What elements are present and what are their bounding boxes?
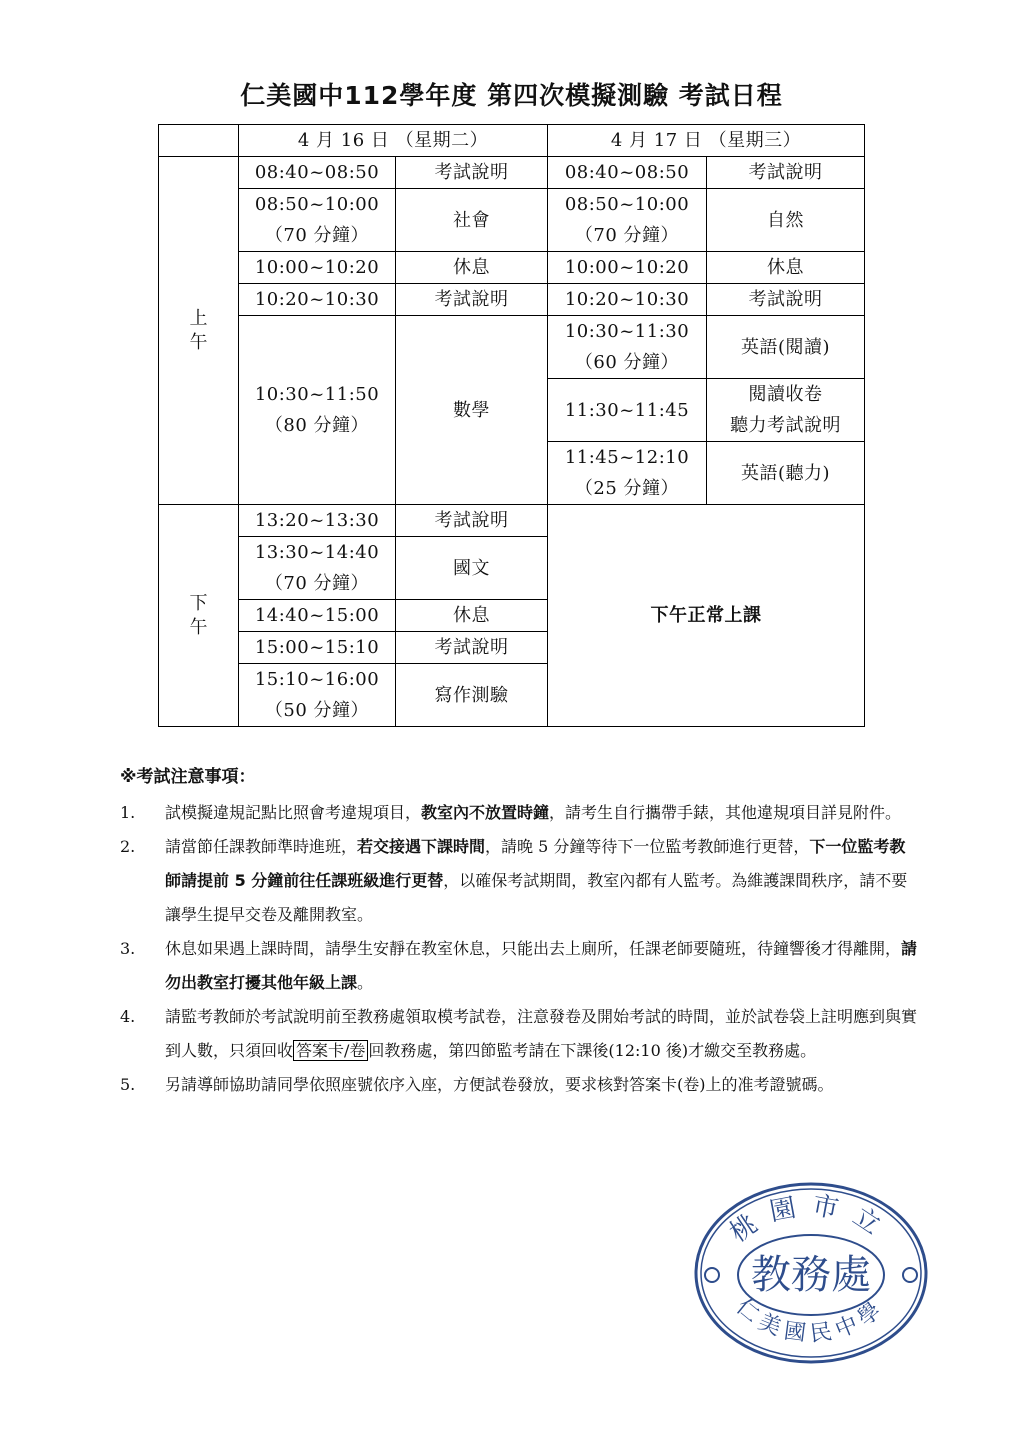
time-cell: 15:00~15:10 (239, 632, 396, 664)
subject-cell: 考試說明 (396, 284, 548, 316)
note-item: 1. 試模擬違規記點比照會考違規項目，教室內不放置時鐘，請考生自行攜帶手錶，其他違規項目詳見附件。 (120, 803, 902, 822)
subject-cell: 寫作測驗 (396, 664, 548, 727)
time-cell: 10:30~11:30 （60 分鐘） (548, 316, 707, 379)
subject-cell: 數學 (396, 316, 548, 505)
day1-header: 4 月 16 日 （星期二） (239, 125, 548, 157)
subject-cell: 休息 (396, 600, 548, 632)
time-cell: 10:00~10:20 (239, 252, 396, 284)
subject-cell: 考試說明 (396, 505, 548, 537)
time-cell: 13:20~13:30 (239, 505, 396, 537)
time-cell: 10:20~10:30 (239, 284, 396, 316)
subject-cell: 英語(聽力) (707, 442, 865, 505)
svg-text:仁美國民中學 (731, 1294, 891, 1347)
seal-top-text: 桃園市立 (724, 1190, 898, 1249)
time-cell: 10:00~10:20 (548, 252, 707, 284)
subject-cell: 考試說明 (396, 157, 548, 189)
page-title: 仁美國中112學年度 第四次模擬測驗 考試日程 (240, 81, 783, 110)
subject-cell: 考試說明 (396, 632, 548, 664)
subject-cell: 考試說明 (707, 157, 865, 189)
corner-cell (159, 125, 239, 157)
subject-cell: 考試說明 (707, 284, 865, 316)
note-item: 2. 請當節任課教師準時進班，若交接遇下課時間，請晚 5 分鐘等待下一位監考教師進行更替，下一位監考教師請提前 5 分鐘前往任課班級進行更替，以確保考試期間，教室內都有人監考。為維護課間秩序，請不要讓學生提早交卷及離開教室。 (120, 837, 908, 924)
office-seal (692, 1180, 930, 1366)
notes-header: ※考試注意事項： (120, 767, 256, 787)
time-cell: 11:30~11:45 (548, 379, 707, 442)
exam-schedule-table (158, 124, 865, 727)
subject-cell: 休息 (396, 252, 548, 284)
subject-cell: 閱讀收卷 聽力考試說明 (707, 379, 865, 442)
note-item: 4. 請監考教師於考試說明前至教務處領取模考試卷，注意發卷及開始考試的時間，並於試卷袋上註明應到與實到人數，只須回收 答案卡/卷 回教務處，第四節監考請在下課後(12:10 後)才繳交至教務處。 (120, 1007, 918, 1060)
note-item: 3. 休息如果遇上課時間，請學生安靜在教室休息，只能出去上廁所，任課老師要隨班，待鐘響後才得離開，請勿出教室打擾其他年級上課。 (120, 939, 918, 992)
seal-bottom-text: 仁美國民中學 (731, 1294, 891, 1348)
time-cell: 10:20~10:30 (548, 284, 707, 316)
time-cell: 15:10~16:00 （50 分鐘） (239, 664, 396, 727)
time-cell: 08:50~10:00 （70 分鐘） (548, 189, 707, 252)
subject-cell: 國文 (396, 537, 548, 600)
time-cell: 08:50~10:00 （70 分鐘） (239, 189, 396, 252)
note-item: 5. 另請導師協助請同學依照座號依序入座，方便試卷發放，要求核對答案卡(卷)上的准考證號碼。 (120, 1075, 834, 1094)
subject-cell: 英語(閱讀) (707, 316, 865, 379)
time-cell: 13:30~14:40 （70 分鐘） (239, 537, 396, 600)
pm-day2-note: 下午正常上課 (548, 505, 865, 727)
subject-cell: 自然 (707, 189, 865, 252)
exam-notes (120, 760, 920, 1102)
day2-header: 4 月 17 日 （星期三） (548, 125, 865, 157)
subject-cell: 休息 (707, 252, 865, 284)
time-cell: 11:45~12:10 （25 分鐘） (548, 442, 707, 505)
time-cell: 10:30~11:50 （80 分鐘） (239, 316, 396, 505)
period-am: 上午 (159, 157, 239, 505)
subject-cell: 社會 (396, 189, 548, 252)
time-cell: 08:40~08:50 (239, 157, 396, 189)
svg-text:桃園市立 (725, 1191, 898, 1249)
period-pm: 下午 (159, 505, 239, 727)
seal-center-text: 教務處 (751, 1252, 871, 1298)
time-cell: 14:40~15:00 (239, 600, 396, 632)
boxed-text: 答案卡/卷 (293, 1040, 368, 1061)
time-cell: 08:40~08:50 (548, 157, 707, 189)
